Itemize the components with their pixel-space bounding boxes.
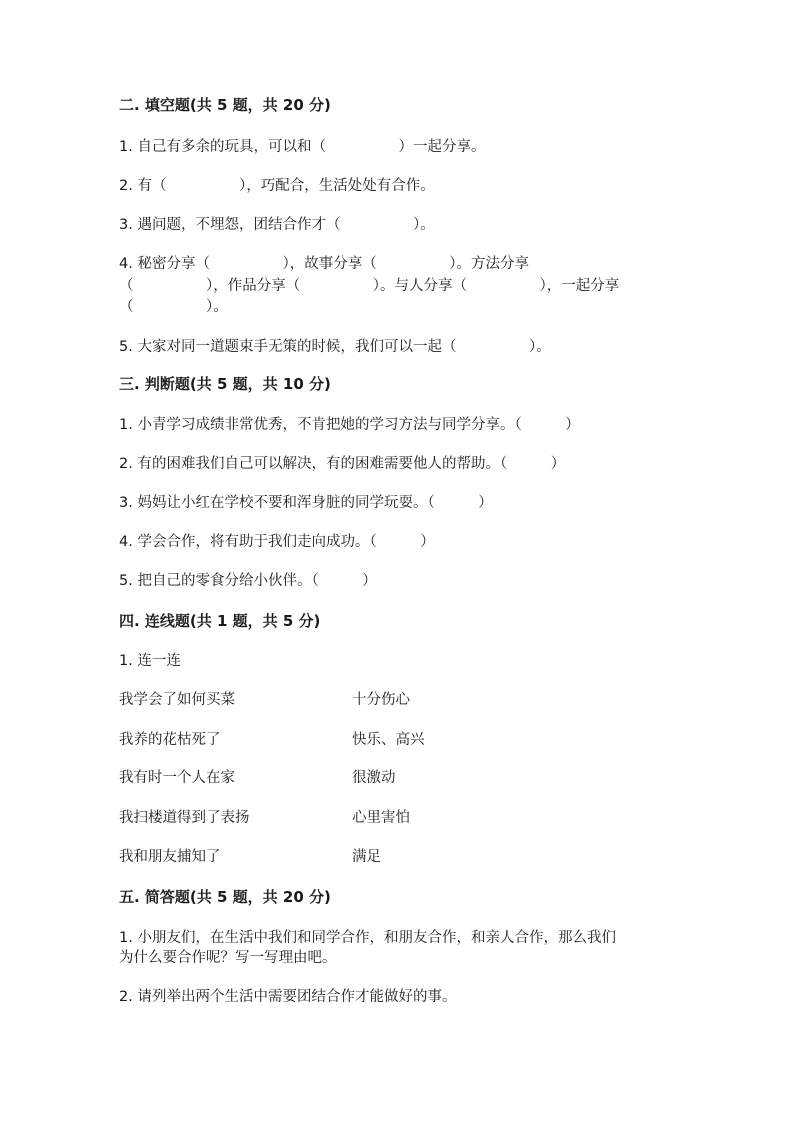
matching-right-item: 快乐、高兴 — [352, 732, 425, 748]
matching-right-item: 很激动 — [352, 770, 396, 786]
judge-question-1: 1. 小青学习成绩非常优秀，不肯把她的学习方法与同学分享。（ ） — [119, 417, 580, 433]
section-heading-short-answer: 五. 简答题(共 5 题，共 20 分) — [119, 888, 331, 906]
short-answer-question-1-line-2: 为什么要合作呢？写一写理由吧。 — [119, 950, 337, 966]
section-heading-judge: 三. 判断题(共 5 题，共 10 分) — [119, 375, 331, 393]
matching-right-item: 心里害怕 — [352, 810, 410, 826]
matching-left-item: 我有时一个人在家 — [119, 770, 235, 786]
fill-blank-question-2: 2. 有（ ），巧配合，生活处处有合作。 — [119, 178, 435, 194]
fill-blank-question-1: 1. 自己有多余的玩具，可以和（ ）一起分享。 — [119, 139, 486, 155]
matching-left-item: 我和朋友捕知了 — [119, 849, 221, 865]
matching-left-item: 我学会了如何买菜 — [119, 692, 235, 708]
matching-question-1: 1. 连一连 — [119, 653, 181, 669]
matching-left-item: 我扫楼道得到了表扬 — [119, 810, 250, 826]
judge-question-5: 5. 把自己的零食分给小伙伴。（ ） — [119, 573, 377, 589]
matching-left-item: 我养的花枯死了 — [119, 732, 221, 748]
matching-right-item: 满足 — [352, 849, 381, 865]
fill-blank-question-4-line-2: （ ），作品分享（ ）。与人分享（ ），一起分享 — [119, 278, 620, 294]
judge-question-4: 4. 学会合作，将有助于我们走向成功。（ ） — [119, 534, 435, 550]
fill-blank-question-3: 3. 遇问题，不埋怨，团结合作才（ ）。 — [119, 217, 435, 233]
judge-question-2: 2. 有的困难我们自己可以解决，有的困难需要他人的帮助。（ ） — [119, 456, 566, 472]
judge-question-3: 3. 妈妈让小红在学校不要和浑身脏的同学玩耍。（ ） — [119, 495, 493, 511]
section-heading-matching: 四. 连线题(共 1 题，共 5 分) — [119, 612, 321, 630]
fill-blank-question-4-line-1: 4. 秘密分享（ ），故事分享（ ）。方法分享 — [119, 256, 529, 272]
section-heading-fill-blank: 二. 填空题(共 5 题，共 20 分) — [119, 96, 331, 114]
fill-blank-question-4-line-3: （ ）。 — [119, 299, 228, 315]
fill-blank-question-5: 5. 大家对同一道题束手无策的时候，我们可以一起（ ）。 — [119, 339, 551, 355]
short-answer-question-1-line-1: 1. 小朋友们，在生活中我们和同学合作，和朋友合作，和亲人合作，那么我们 — [119, 930, 616, 946]
matching-right-item: 十分伤心 — [352, 692, 410, 708]
short-answer-question-2: 2. 请列举出两个生活中需要团结合作才能做好的事。 — [119, 989, 457, 1005]
